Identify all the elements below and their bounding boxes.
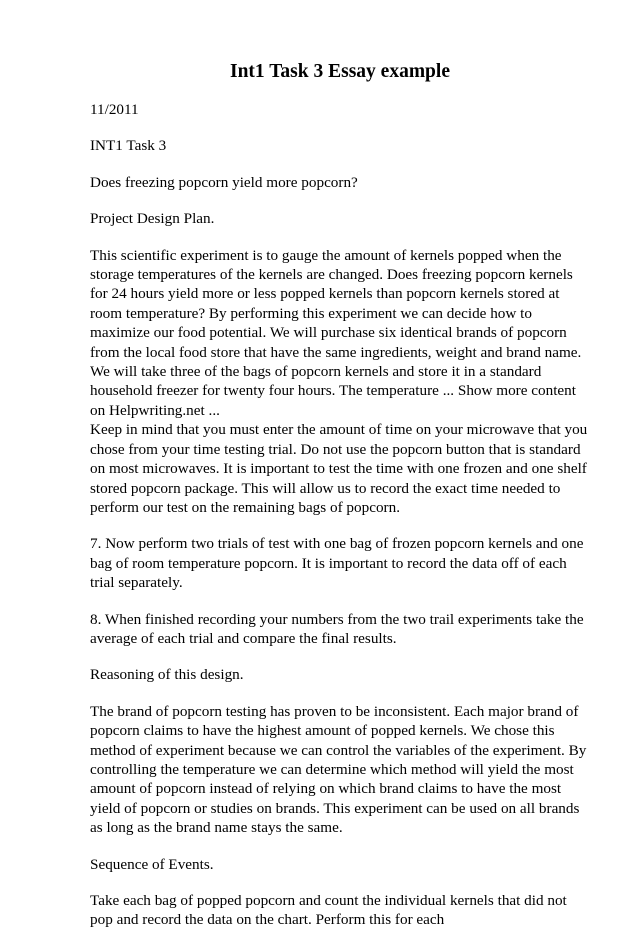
paragraph-sequence: Take each bag of popped popcorn and count the individual kernels that did not pop and record the data on the chart. Perform this for each: [90, 892, 567, 929]
section-heading-sequence: Sequence of Events.: [90, 855, 214, 873]
paragraph-step-8: 8. When finished recording your numbers from the two trail experiments take the average of each trial and compare the final results.: [90, 610, 584, 647]
paragraph-intro: This scientific experiment is to gauge the amount of kernels popped when the storage temperatures of the kernels are changed. Does freezing popcorn kernels for 24 hours yield more or less popped kernels than popcorn kernels stored at room temperature? By performing this experiment we can decide how to maximize our food potential. We will purchase six identical brands of popcorn from the local food store that have the same ingredients, weight and brand name. We will take three of the bags of popcorn kernels and store it in a standard household freezer for twenty four hours. The temperature ... Show more content on Helpwriting.net ...: [90, 246, 582, 419]
task-line: INT1 Task 3: [90, 137, 167, 155]
section-heading-design-plan: Project Design Plan.: [90, 210, 215, 228]
paragraph-reasoning: The brand of popcorn testing has proven to be inconsistent. Each major brand of popcorn claims to have the highest amount of popped kernels. We chose this method of experiment because we can control the variables of the experiment. By controlling the temperature we can determine which method will yield the most amount of popcorn instead of relying on which brand claims to have the most yield of popcorn or studies on brands. This experiment can be used on all brands as long as the brand name stays the same.: [90, 702, 587, 837]
document-page: [90, 58, 590, 947]
section-heading-reasoning: Reasoning of this design.: [90, 666, 244, 684]
paragraph-step-7: 7. Now perform two trials of test with one bag of frozen popcorn kernels and one bag of room temperature popcorn. It is important to record the data off of each trial separately.: [90, 535, 584, 592]
document-title: Int1 Task 3 Essay example: [230, 61, 450, 82]
question-line: Does freezing popcorn yield more popcorn?: [90, 173, 358, 191]
paragraph-microwave: Keep in mind that you must enter the amount of time on your microwave that you chose from your time testing trial. Do not use the popcorn button that is standard on most microwaves. It is important to test the time with one frozen and one shelf stored popcorn package. This will allow us to record the exact time needed to perform our test on the remaining bags of popcorn.: [90, 421, 588, 516]
date-line: 11/2011: [90, 101, 139, 118]
